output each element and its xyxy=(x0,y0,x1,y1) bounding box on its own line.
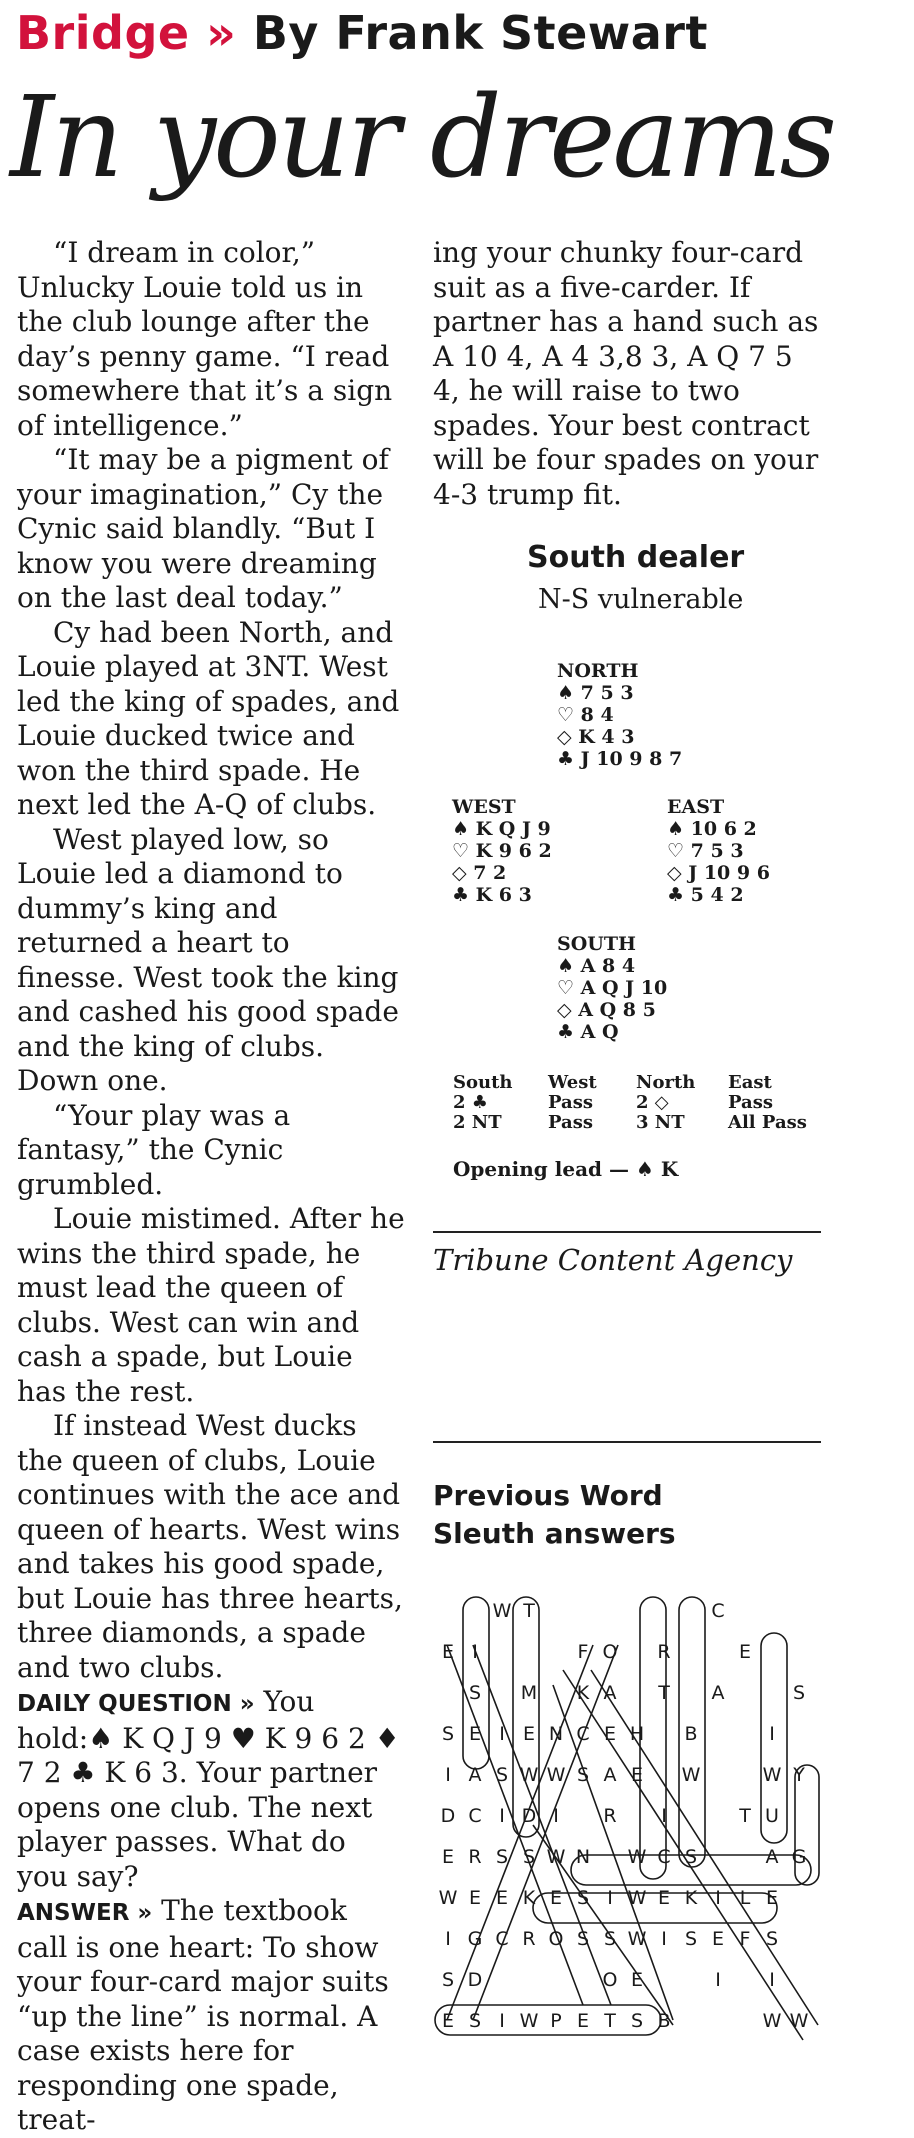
bid: Pass xyxy=(548,1092,593,1113)
paragraph: “Your play was a fantasy,” the Cynic grumbled. xyxy=(17,1098,291,1201)
clubs-holding: ♣ K 6 3 xyxy=(452,884,532,906)
grid-letter: C xyxy=(657,1846,671,1868)
grid-letter: S xyxy=(576,1928,590,1950)
grid-letter: E xyxy=(738,1641,752,1663)
question-label: DAILY QUESTION » xyxy=(17,1691,255,1717)
grid-letter: S xyxy=(441,1969,455,1991)
grid-letter: W xyxy=(627,1887,647,1909)
byline: By Frank Stewart xyxy=(252,6,708,60)
grid-letter: W xyxy=(546,1846,566,1868)
grid-letter: A xyxy=(468,1764,482,1786)
grid-letter: S xyxy=(765,1928,779,1950)
grid-letter: C xyxy=(711,1600,725,1622)
bid-header: South xyxy=(453,1072,513,1093)
grid-letter: G xyxy=(791,1846,807,1868)
paragraph: West played low, so Louie led a diamond to dummy’s king and returned a heart to finesse. West took the king and cashed his good spade and the king of clubs. Down one. xyxy=(17,822,399,1097)
grid-letter: E xyxy=(522,1723,536,1745)
bid: 2 ♣ xyxy=(453,1092,488,1113)
answer-loop xyxy=(513,1597,539,1837)
grid-letter: A xyxy=(603,1764,617,1786)
grid-letter: S xyxy=(441,1723,455,1745)
diamonds-holding: ◇ A Q 8 5 xyxy=(557,999,656,1021)
paragraph: “I dream in color,” Unlucky Louie told us in the club lounge after the day’s penny game. “I read somewhere that it’s a sign of intelligence.” xyxy=(17,236,393,442)
grid-letter: E xyxy=(468,1723,482,1745)
grid-letter: W xyxy=(519,2010,539,2032)
diamonds-holding: ◇ J 10 9 6 xyxy=(667,862,770,884)
grid-letter: I xyxy=(499,1723,505,1745)
bid-header: North xyxy=(636,1072,696,1093)
hearts-holding: ♡ 7 5 3 xyxy=(667,840,744,862)
grid-letter: E xyxy=(549,1887,563,1909)
grid-letter: S xyxy=(468,1682,482,1704)
question-text: You hold:♠ K Q J 9 ♥ K 9 6 2 ♦ 7 2 ♣ K 6 3. Your partner opens one club. The next player passes. What do you say? xyxy=(17,1685,400,1893)
grid-letter: A xyxy=(603,1682,617,1704)
dealer-heading: South dealer xyxy=(527,540,745,575)
spades-holding: ♠ A 8 4 xyxy=(557,955,636,977)
grid-letter: C xyxy=(495,1928,509,1950)
grid-letter: T xyxy=(604,2010,616,2032)
grid-letter: E xyxy=(441,1641,455,1663)
paragraph: If instead West ducks the queen of clubs, Louie continues with the ace and queen of hearts. West wins and takes his good spade, but Louie has three hearts, three diamonds, a spade and two clubs. xyxy=(17,1409,403,1684)
grid-letter: E xyxy=(495,1887,509,1909)
word-sleuth-grid xyxy=(433,1595,823,2050)
answer-text: The textbook call is one heart: To show your four-card major suits “up the line” is normal. A case exists here for responding one spade, treat- xyxy=(17,1894,389,2136)
grid-letter: M xyxy=(520,1682,538,1704)
divider xyxy=(433,1441,821,1443)
grid-letter: I xyxy=(472,1641,478,1663)
answer-label: ANSWER » xyxy=(17,1900,153,1926)
bidding-column-south xyxy=(453,1073,513,1133)
bid: 2 NT xyxy=(453,1112,502,1133)
grid-letter: W xyxy=(546,1764,566,1786)
answer-loop xyxy=(473,1645,611,2005)
grid-letter: W xyxy=(519,1764,539,1786)
grid-letter: P xyxy=(550,2010,562,2032)
grid-letter: E xyxy=(657,1887,671,1909)
grid-letter: I xyxy=(715,1887,721,1909)
grid-letter: N xyxy=(548,1723,564,1745)
vulnerability: N-S vulnerable xyxy=(538,584,744,615)
grid-letter: E xyxy=(711,1928,725,1950)
grid-letter: S xyxy=(495,1764,509,1786)
answer-continued: ing your chunky four-card suit as a five-carder. If partner has a hand such as A 10 4, A 4 3,8 3, A Q 7 5 4, he will raise to two spades. Your best contract will be four spades on your 4-3 trump fit. xyxy=(433,236,819,511)
hand-label: WEST xyxy=(452,796,516,818)
grid-letter: W xyxy=(627,1846,647,1868)
grid-letter: S xyxy=(468,2010,482,2032)
section-kicker xyxy=(16,6,708,60)
grid-letter: H xyxy=(629,1723,645,1745)
grid-letter: A xyxy=(711,1682,725,1704)
grid-letter: F xyxy=(739,1928,751,1950)
grid-letter: E xyxy=(441,2010,455,2032)
grid-letter: G xyxy=(467,1928,483,1950)
grid-letter: E xyxy=(576,2010,590,2032)
grid-letter: N xyxy=(575,1846,591,1868)
bidding-column-north xyxy=(636,1073,695,1133)
grid-letter: S xyxy=(495,1846,509,1868)
grid-letter: S xyxy=(576,1887,590,1909)
grid-letter: T xyxy=(523,1600,535,1622)
grid-letter: A xyxy=(765,1846,779,1868)
grid-letter: I xyxy=(769,1969,775,1991)
grid-letter: W xyxy=(762,1764,782,1786)
paragraph: Cy had been North, and Louie played at 3NT. West led the king of spades, and Louie ducked twice and won the third spade. He next led the A-Q of clubs. xyxy=(17,615,400,821)
grid-letter: K xyxy=(684,1887,698,1909)
bid: Pass xyxy=(548,1112,593,1133)
grid-letter: W xyxy=(789,2010,809,2032)
syndicate-credit: Tribune Content Agency xyxy=(433,1243,793,1277)
grid-letter: F xyxy=(577,1641,589,1663)
spades-holding: ♠ 7 5 3 xyxy=(557,682,634,704)
grid-letter: E xyxy=(603,1723,617,1745)
article-column-2 xyxy=(433,236,823,512)
grid-letter: O xyxy=(548,1928,564,1950)
daily-question xyxy=(17,1685,405,1894)
bid: All Pass xyxy=(728,1112,807,1133)
grid-letter: R xyxy=(522,1928,536,1950)
grid-letter: S xyxy=(684,1846,698,1868)
grid-letter: I xyxy=(553,1805,559,1827)
opening-lead: Opening lead — ♠ K xyxy=(453,1157,679,1181)
bid: 2 ◇ xyxy=(636,1092,669,1113)
paragraph: Louie mistimed. After he wins the third spade, he must lead the queen of clubs. West can win and cash a spade, but Louie has the rest. xyxy=(17,1202,405,1408)
grid-letter: I xyxy=(661,1928,667,1950)
grid-letter: C xyxy=(576,1723,590,1745)
headline: In your dreams xyxy=(10,73,834,203)
grid-letter: S xyxy=(792,1682,806,1704)
north-hand xyxy=(557,660,682,770)
grid-letter: B xyxy=(657,2010,671,2032)
grid-letter: I xyxy=(715,1969,721,1991)
hand-label: NORTH xyxy=(557,660,639,682)
bid-header: East xyxy=(728,1072,772,1093)
grid-letter: R xyxy=(468,1846,482,1868)
grid-letter: I xyxy=(607,1887,613,1909)
grid-letter: K xyxy=(522,1887,536,1909)
grid-letter: W xyxy=(762,2010,782,2032)
divider xyxy=(433,1231,821,1233)
diamonds-holding: ◇ K 4 3 xyxy=(557,726,635,748)
hearts-holding: ♡ K 9 6 2 xyxy=(452,840,552,862)
grid-letter: E xyxy=(630,1969,644,1991)
grid-letter: T xyxy=(658,1682,670,1704)
grid-letter: R xyxy=(657,1641,671,1663)
diamonds-holding: ◇ 7 2 xyxy=(452,862,507,884)
west-hand xyxy=(452,796,552,906)
grid-letter: D xyxy=(440,1805,456,1827)
grid-letter: I xyxy=(499,2010,505,2032)
grid-letter: T xyxy=(739,1805,751,1827)
hand-label: SOUTH xyxy=(557,933,636,955)
grid-letter: S xyxy=(603,1928,617,1950)
grid-letter: B xyxy=(684,1723,698,1745)
grid-letter: O xyxy=(602,1641,618,1663)
spades-holding: ♠ K Q J 9 xyxy=(452,818,551,840)
article-column-1 xyxy=(17,236,405,2138)
grid-letter: W xyxy=(492,1600,512,1622)
grid-letter: L xyxy=(739,1887,751,1909)
grid-letter: S xyxy=(576,1764,590,1786)
grid-letter: I xyxy=(661,1805,667,1827)
clubs-holding: ♣ J 10 9 8 7 xyxy=(557,748,683,770)
hearts-holding: ♡ A Q J 10 xyxy=(557,977,668,999)
word-sleuth-heading: Previous Word Sleuth answers xyxy=(433,1479,676,1550)
grid-letter: I xyxy=(769,1723,775,1745)
grid-letter: K xyxy=(576,1682,590,1704)
south-hand xyxy=(557,933,667,1043)
bid: 3 NT xyxy=(636,1112,685,1133)
grid-letter: R xyxy=(603,1805,617,1827)
grid-letter: Y xyxy=(793,1764,805,1786)
grid-letter: S xyxy=(630,2010,644,2032)
grid-letter: W xyxy=(438,1887,458,1909)
grid-letter: S xyxy=(522,1846,536,1868)
bidding-column-east xyxy=(728,1073,807,1133)
grid-letter: E xyxy=(630,1764,644,1786)
grid-letter: D xyxy=(467,1969,483,1991)
section-label: Bridge » xyxy=(16,6,237,60)
grid-letter: E xyxy=(765,1887,779,1909)
bid: Pass xyxy=(728,1092,773,1113)
clubs-holding: ♣ A Q xyxy=(557,1021,619,1043)
grid-letter: E xyxy=(468,1887,482,1909)
hand-label: EAST xyxy=(667,796,725,818)
grid-letter: D xyxy=(521,1805,537,1827)
grid-letter: O xyxy=(602,1969,618,1991)
bid-header: West xyxy=(548,1072,597,1093)
east-hand xyxy=(667,796,770,906)
grid-letter: I xyxy=(445,1764,451,1786)
paragraph: “It may be a pigment of your imagination,” Cy the Cynic said blandly. “But I know you were dreaming on the last deal today.” xyxy=(17,443,389,614)
spades-holding: ♠ 10 6 2 xyxy=(667,818,757,840)
clubs-holding: ♣ 5 4 2 xyxy=(667,884,744,906)
grid-letter: C xyxy=(468,1805,482,1827)
grid-letter: E xyxy=(441,1846,455,1868)
grid-letter: I xyxy=(499,1805,505,1827)
answer xyxy=(17,1894,405,2138)
bidding-column-west xyxy=(548,1073,597,1133)
hearts-holding: ♡ 8 4 xyxy=(557,704,614,726)
grid-letter: U xyxy=(765,1805,779,1827)
grid-letter: W xyxy=(681,1764,701,1786)
grid-letter: W xyxy=(627,1928,647,1950)
grid-letter: I xyxy=(445,1928,451,1950)
grid-letter: S xyxy=(684,1928,698,1950)
